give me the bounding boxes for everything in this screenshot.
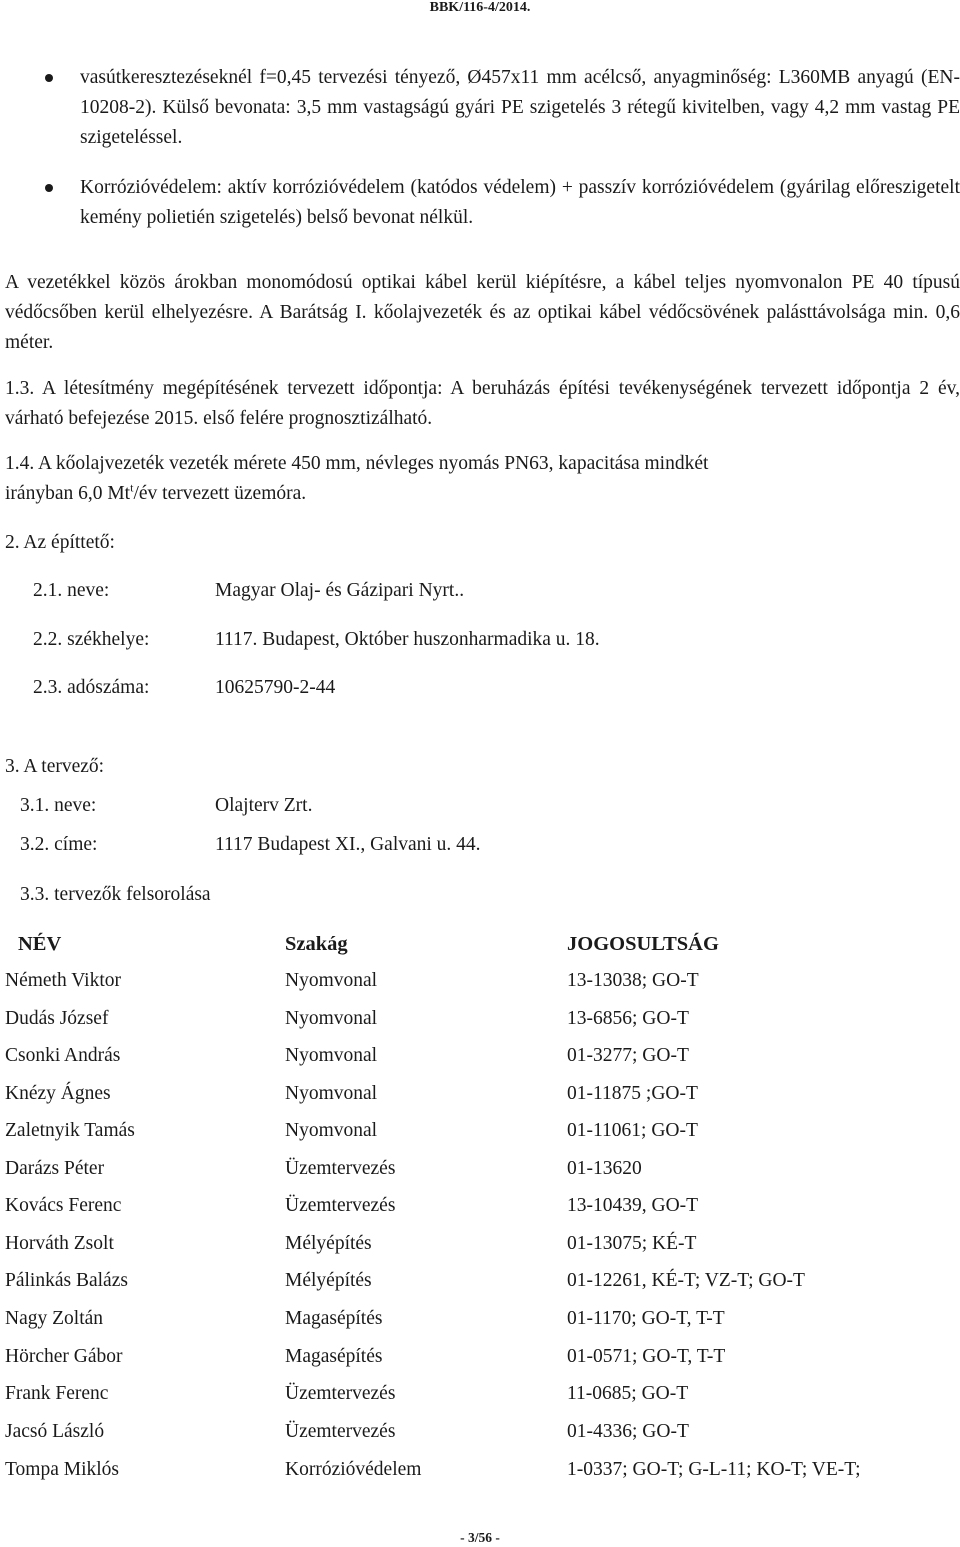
cell-name: Zaletnyik Tamás — [5, 1120, 135, 1141]
capacity-unit-text: /év tervezett üzemóra. — [133, 483, 307, 504]
cell-name: Pálinkás Balázs — [5, 1270, 128, 1291]
section-3-heading: 3. A tervező: — [5, 756, 105, 777]
builder-seat-value: 1117. Budapest, Október huszonharmadika u. 18. — [215, 629, 600, 650]
cell-license: 13-10439, GO-T — [567, 1195, 699, 1216]
cell-discipline: Nyomvonal — [285, 1120, 378, 1141]
cell-name: Németh Viktor — [5, 970, 121, 991]
builder-seat-label: 2.2. székhelye: — [33, 629, 150, 650]
section-2-heading: 2. Az építtető: — [5, 532, 115, 553]
cell-discipline: Korrózióvédelem — [285, 1459, 422, 1480]
cell-name: Dudás József — [5, 1008, 109, 1029]
cell-name: Nagy Zoltán — [5, 1308, 104, 1329]
document-reference-header: BBK/116-4/2014. — [429, 0, 531, 15]
designer-name-label: 3.1. neve: — [20, 795, 97, 816]
cell-name: Hörcher Gábor — [5, 1346, 123, 1367]
cell-discipline: Üzemtervezés — [285, 1195, 396, 1216]
cell-license: 01-11875 ;GO-T — [567, 1083, 698, 1104]
column-header-discipline: Szakág — [285, 933, 348, 955]
cell-license: 13-6856; GO-T — [567, 1008, 689, 1029]
cell-license: 01-3277; GO-T — [567, 1045, 689, 1066]
bullet-text: vasútkeresztezéseknél f=0,45 tervezési tényező, Ø457x11 mm acélcső, anyagminőség: L360MB anyagú (EN-10208-2). Külső bevonata: 3,5 mm vastagságú gyári PE szigetelés 3 rétegű kivitelben, vagy 4,2 mm vastag PE szigeteléssel. — [80, 67, 960, 148]
builder-name-label: 2.1. neve: — [33, 580, 110, 601]
bullet-pipe-crossing — [80, 63, 960, 153]
cell-license: 01-13620 — [567, 1158, 642, 1179]
cell-license: 01-0571; GO-T, T-T — [567, 1346, 726, 1367]
designer-name-value: Olajterv Zrt. — [215, 795, 313, 816]
designer-list-heading: 3.3. tervezők felsorolása — [20, 884, 211, 905]
page-number: - 3/56 - — [460, 1530, 500, 1545]
cell-discipline: Nyomvonal — [285, 970, 378, 991]
cell-name: Darázs Péter — [5, 1158, 105, 1179]
cell-name: Jacsó László — [5, 1421, 105, 1442]
paragraph-section-1-4-line2 — [5, 479, 306, 509]
column-header-name: NÉV — [18, 933, 62, 955]
cell-discipline: Nyomvonal — [285, 1045, 378, 1066]
bullet-text: Korrózióvédelem: aktív korrózióvédelem (katódos védelem) + passzív korrózióvédelem (gyárilag előreszigetelt kemény polietién szigetelés) belső bevonat nélkül. — [80, 177, 960, 228]
cell-discipline: Üzemtervezés — [285, 1383, 396, 1404]
cell-discipline: Mélyépítés — [285, 1270, 372, 1291]
designer-address-value: 1117 Budapest XI., Galvani u. 44. — [215, 834, 481, 855]
cell-name: Knézy Ágnes — [5, 1083, 111, 1104]
cell-name: Tompa Miklós — [5, 1459, 120, 1480]
cell-license: 01-4336; GO-T — [567, 1421, 689, 1442]
column-header-license: JOGOSULTSÁG — [567, 933, 719, 955]
cell-license: 13-13038; GO-T — [567, 970, 699, 991]
cell-name: Kovács Ferenc — [5, 1195, 122, 1216]
paragraph-section-1-3: 1.3. A létesítmény megépítésének tervezett időpontja: A beruházás építési tevékenységének tervezett időpontja 2 év, várható befejezése 2015. első felére prognosztizálható. — [5, 378, 960, 429]
cell-discipline: Mélyépítés — [285, 1233, 372, 1254]
cell-discipline: Üzemtervezés — [285, 1421, 396, 1442]
cell-name: Horváth Zsolt — [5, 1233, 114, 1254]
cell-discipline: Nyomvonal — [285, 1083, 378, 1104]
designer-address-label: 3.2. címe: — [20, 834, 98, 855]
capacity-superscript: t — [130, 480, 134, 495]
cell-license: 01-13075; KÉ-T — [567, 1233, 697, 1254]
cell-license: 11-0685; GO-T — [567, 1383, 689, 1404]
cell-name: Csonki András — [5, 1045, 121, 1066]
cell-discipline: Magasépítés — [285, 1346, 383, 1367]
cell-name: Frank Ferenc — [5, 1383, 109, 1404]
bullet-corrosion-protection — [80, 173, 960, 233]
cell-license: 1-0337; GO-T; G-L-11; KO-T; VE-T; — [567, 1459, 861, 1480]
paragraph-optical-cable: A vezetékkel közös árokban monomódosú optikai kábel kerül kiépítésre, a kábel teljes nyomvonalon PE 40 típusú védőcsőben kerül elhelyezésre. A Barátság I. kőolajvezeték és az optikai kábel védőcsövének palásttávolsága min. 0,6 méter. — [5, 272, 960, 353]
bullet-dot-icon — [45, 74, 53, 82]
cell-license: 01-12261, KÉ-T; VZ-T; GO-T — [567, 1270, 805, 1291]
capacity-text: irányban 6,0 Mt — [5, 483, 131, 504]
paragraph-section-1-4-line1: 1.4. A kőolajvezeték vezeték mérete 450 mm, névleges nyomás PN63, kapacitása mindkét — [5, 453, 709, 474]
builder-tax-number-label: 2.3. adószáma: — [33, 677, 150, 698]
cell-discipline: Üzemtervezés — [285, 1158, 396, 1179]
cell-discipline: Magasépítés — [285, 1308, 383, 1329]
builder-name-value: Magyar Olaj- és Gázipari Nyrt.. — [215, 580, 465, 601]
cell-license: 01-1170; GO-T, T-T — [567, 1308, 725, 1329]
bullet-dot-icon — [45, 184, 53, 192]
cell-discipline: Nyomvonal — [285, 1008, 378, 1029]
cell-license: 01-11061; GO-T — [567, 1120, 698, 1141]
builder-tax-number-value: 10625790-2-44 — [215, 677, 336, 698]
